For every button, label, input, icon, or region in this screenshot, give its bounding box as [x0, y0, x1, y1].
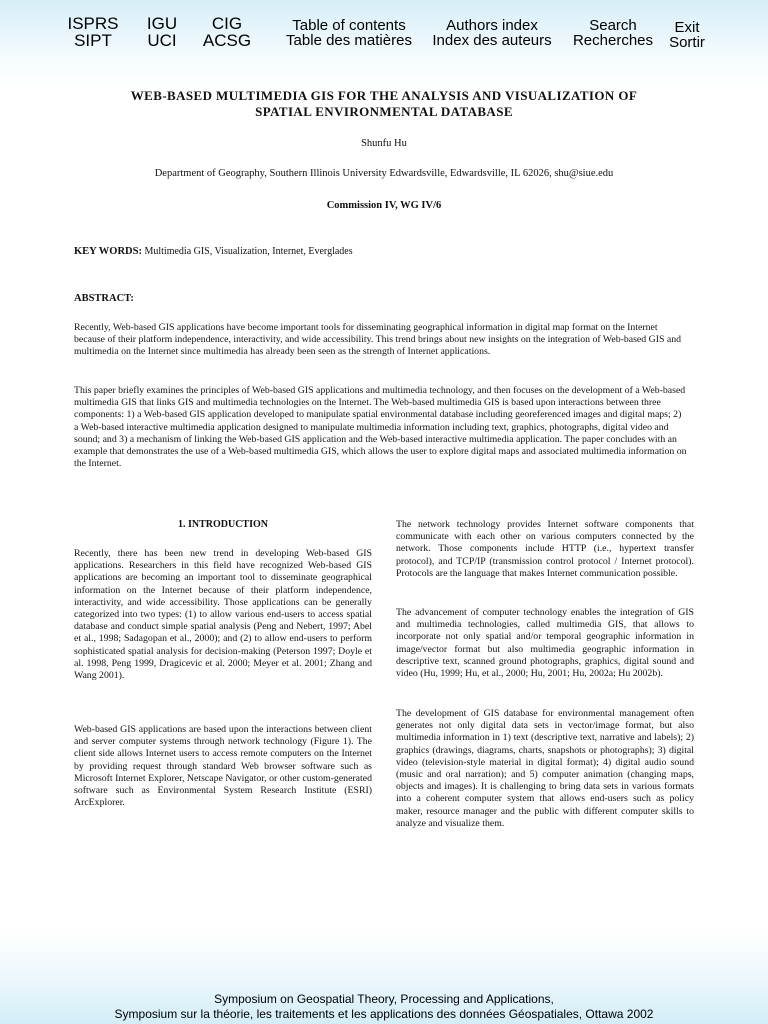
commission-label: Commission IV, WG IV/6	[326, 200, 442, 211]
section-heading-introduction: 1. INTRODUCTION	[177, 519, 268, 530]
body-paragraph: The network technology provides Internet software components that communicate with each other on various computers connected by the network. Those components include HTTP (i.e., hypertext transfer protocol), and TCP/IP (transmission control protocol / Internet protocol). Protocols are the language that makes Internet communication possible.	[396, 519, 694, 579]
author-affiliation: Department of Geography, Southern Illinois University Edwardsville, Edwardsville, IL 62026, shu@siue.edu	[154, 168, 614, 179]
isprs-link[interactable]	[62, 15, 124, 49]
body-paragraph: The advancement of computer technology enables the integration of GIS and multimedia technologies, called multimedia GIS, that allows to incorporate not only spatial and/or temporal geographic information in image/vector format but also multimedia geographic information in descriptive text, scanned ground photographs, graphics, digital sound and video (Hu, 1999; Hu, et al., 2000; Hu, 2001; Hu, 2002a; Hu 2002b).	[396, 607, 694, 680]
body-paragraph: Recently, there has been new trend in developing Web-based GIS applications. Researchers in this field have recognized Web-based GIS applications are becoming an important tool to disseminate geographical information on the Internet because of their platform independence, interactivity, and wide accessibility. Those applications can be generally categorized into two types: (1) to allow various end-users to access spatial database and conduct simple spatial analysis (Peng and Nebert, 1997; Abel et al., 1998; Sadagopan et al., 2000); and (2) to allow end-users to perform sophisticated spatial analysis for decision-making (Peterson 1997; Doyle et al. 1998, Peng 1999, Dragicevic et al. 2000; Meyer et al. 2001; Zhang and Wang 2001).	[74, 548, 372, 682]
body-paragraph: The development of GIS database for environmental management often generates not only digital data sets in vector/image format, but also multimedia information in 1) text (descriptive text, narrative and labels); 2) graphics (drawings, diagrams, charts, snapshots or photographs); 3) digital video (television-style material in digital format); 4) digital audio sound (music and oral narration); and 5) computer animation (changing maps, objects and images). It is challenging to bring data sets in various formats into a coherent computer system that allows end-users such as policy maker, resource manager and the public with different computer skills to analyze and visualize them.	[396, 708, 694, 829]
cig-label-fr: ACSG	[202, 31, 252, 50]
paper-title-line1: WEB-BASED MULTIMEDIA GIS FOR THE ANALYSIS AND VISUALIZATION OF	[130, 88, 638, 103]
search-link[interactable]	[568, 18, 658, 48]
igu-link[interactable]	[136, 15, 188, 49]
toc-label-en: Table of contents	[292, 17, 406, 34]
top-navigation	[0, 0, 768, 60]
paper-title	[74, 88, 694, 120]
toc-label-fr: Table des matières	[286, 32, 412, 49]
isprs-label-en: ISPRS	[67, 14, 119, 33]
authors-label-en: Authors index	[446, 17, 538, 34]
keywords	[74, 246, 694, 257]
isprs-label-fr: SIPT	[74, 31, 112, 50]
authors-label-fr: Index des auteurs	[432, 32, 552, 49]
authors-index-link[interactable]	[426, 18, 558, 48]
abstract-heading: ABSTRACT:	[74, 293, 134, 304]
abstract-paragraph: Recently, Web-based GIS applications have become important tools for disseminating geographical information in digital map format on the Internet because of their platform independence, interactivity, and wide accessibility. This trend brings about new insights on the integration of Web-based GIS and multimedia on the Internet since multimedia has already been seen as the strength of Internet applications.	[74, 322, 681, 358]
paper-title-line2: SPATIAL ENVIRONMENTAL DATABASE	[255, 104, 513, 119]
table-of-contents-link[interactable]	[278, 18, 420, 48]
abstract-paragraph: This paper briefly examines the principles of Web-based GIS applications and multimedia technology, and then focuses on the development of a Web-based multimedia GIS that links GIS and multimedia technologies on the Internet. The Web-based multimedia GIS is based upon interactions between three components: 1) a Web-based GIS application developed to manipulate spatial environmental database including georeferenced images and digital maps; 2) a Web-based interactive multimedia application designed to manipulate multimedia information including text, graphics, photographs, digital video and sound; and 3) a mechanism of linking the Web-based GIS application and the Web-based interactive multimedia application. The paper concludes with an example that demonstrates the use of a Web-based multimedia GIS, which allows the user to explore digital maps and associated multimedia information on the Internet.	[74, 385, 687, 470]
cig-label-en: CIG	[211, 14, 243, 33]
cig-link[interactable]	[196, 15, 258, 49]
igu-label-en: IGU	[146, 14, 178, 33]
igu-label-fr: UCI	[147, 31, 177, 50]
exit-label-fr: Sortir	[669, 34, 705, 51]
footer-symposium-fr: Symposium sur la théorie, les traitements et les applications des données Géospatiales, Ottawa 2002	[114, 1007, 654, 1021]
keywords-list: Multimedia GIS, Visualization, Internet, Everglades	[144, 246, 353, 257]
exit-link[interactable]	[662, 20, 712, 50]
search-label-en: Search	[589, 17, 637, 34]
body-paragraph: Web-based GIS applications are based upon the interactions between client and server computer systems through network technology (Figure 1). The client side allows Internet users to access remote computers on the Internet by providing request through standard Web browser software such as Microsoft Internet Explorer, Netscape Navigator, or other custom-generated software such as Environmental System Research Institute (ESRI) ArcExplorer.	[74, 724, 372, 809]
keywords-label: KEY WORDS:	[74, 246, 142, 257]
exit-label-en: Exit	[674, 19, 700, 36]
search-label-fr: Recherches	[572, 32, 654, 49]
footer-symposium-en: Symposium on Geospatial Theory, Processing and Applications,	[214, 992, 554, 1006]
author-name: Shunfu Hu	[361, 138, 407, 149]
